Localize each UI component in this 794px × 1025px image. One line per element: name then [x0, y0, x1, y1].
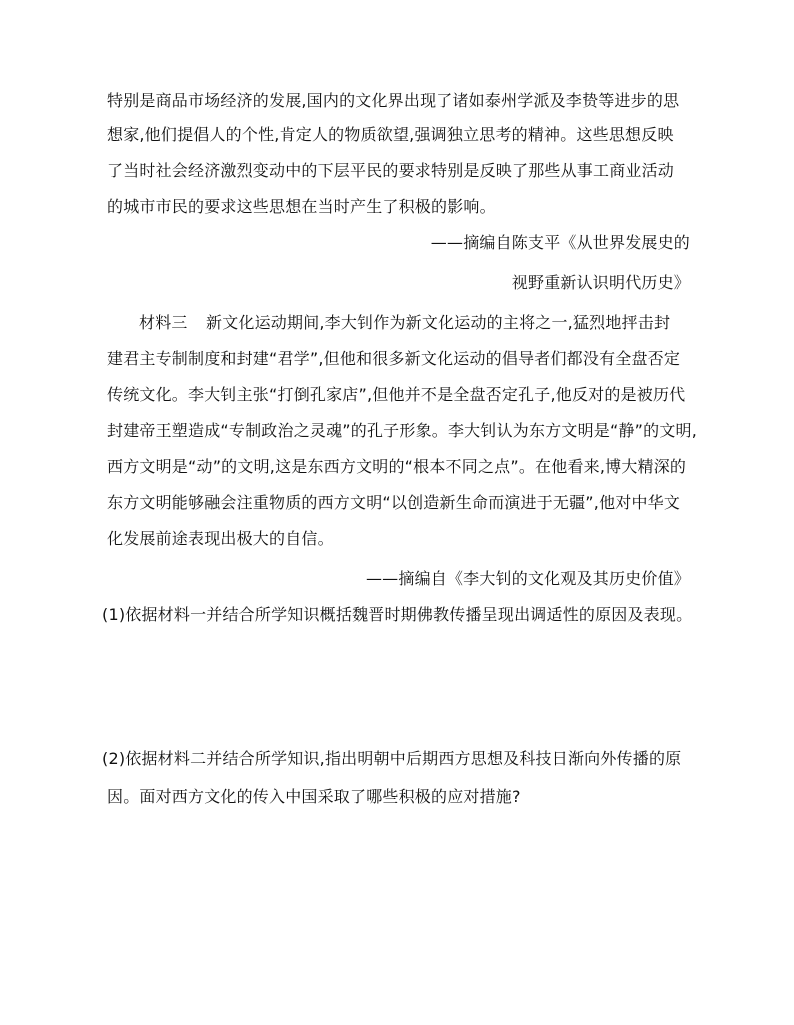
material3-line-1: 新文化运动期间,李大钊作为新文化运动的主将之一,猛烈地抨击封 — [206, 313, 671, 332]
material2-line-2: 想家,他们提倡人的个性,肯定人的物质欲望,强调独立思考的精神。这些思想反映 — [107, 125, 674, 144]
material3-line-4: 封建帝王塑造成“专制政治之灵魂”的孔子形象。李大钊认为东方文明是“静”的文明, — [107, 421, 698, 440]
material3-line-7: 化发展前途表现出极大的自信。 — [107, 529, 334, 548]
material3-label: 材料三 — [139, 313, 188, 332]
material2-source-line-2: 视野重新认识明代历史》 — [511, 273, 690, 292]
material3-line-6: 东方文明能够融会注重物质的西方文明“以创造新生命而演进于无疆”,他对中华文 — [107, 493, 681, 512]
question-2-line-2: 因。面对西方文化的传入中国采取了哪些积极的应对措施? — [107, 787, 521, 806]
material3-source: ——摘编自《李大钊的文化观及其历史价值》 — [365, 569, 690, 588]
material3-line-2: 建君主专制制度和封建“君学”,但他和很多新文化运动的倡导者们都没有全盘否定 — [107, 349, 681, 368]
material2-line-4: 的城市市民的要求这些思想在当时产生了积极的影响。 — [107, 197, 496, 216]
material2-source-line-1: ——摘编自陈支平《从世界发展史的 — [430, 233, 690, 252]
material3-line-5: 西方文明是“动”的文明,这是东西方文明的“根本不同之点”。在他看来,博大精深的 — [107, 457, 687, 476]
material2-line-1: 特别是商品市场经济的发展,国内的文化界出现了诸如泰州学派及李贽等进步的思 — [107, 91, 680, 110]
question-1: (1)依据材料一并结合所学知识概括魏晋时期佛教传播呈现出调适性的原因及表现。 — [102, 605, 693, 624]
material2-line-3: 了当时社会经济激烈变动中的下层平民的要求特别是反映了那些从事工商业活动 — [107, 161, 675, 180]
question-2-line-1: (2)依据材料二并结合所学知识,指出明朝中后期西方思想及科技日渐向外传播的原 — [102, 749, 682, 768]
material3-line-3: 传统文化。李大钊主张“打倒孔家店”,但他并不是全盘否定孔子,他反对的是被历代 — [107, 385, 686, 404]
